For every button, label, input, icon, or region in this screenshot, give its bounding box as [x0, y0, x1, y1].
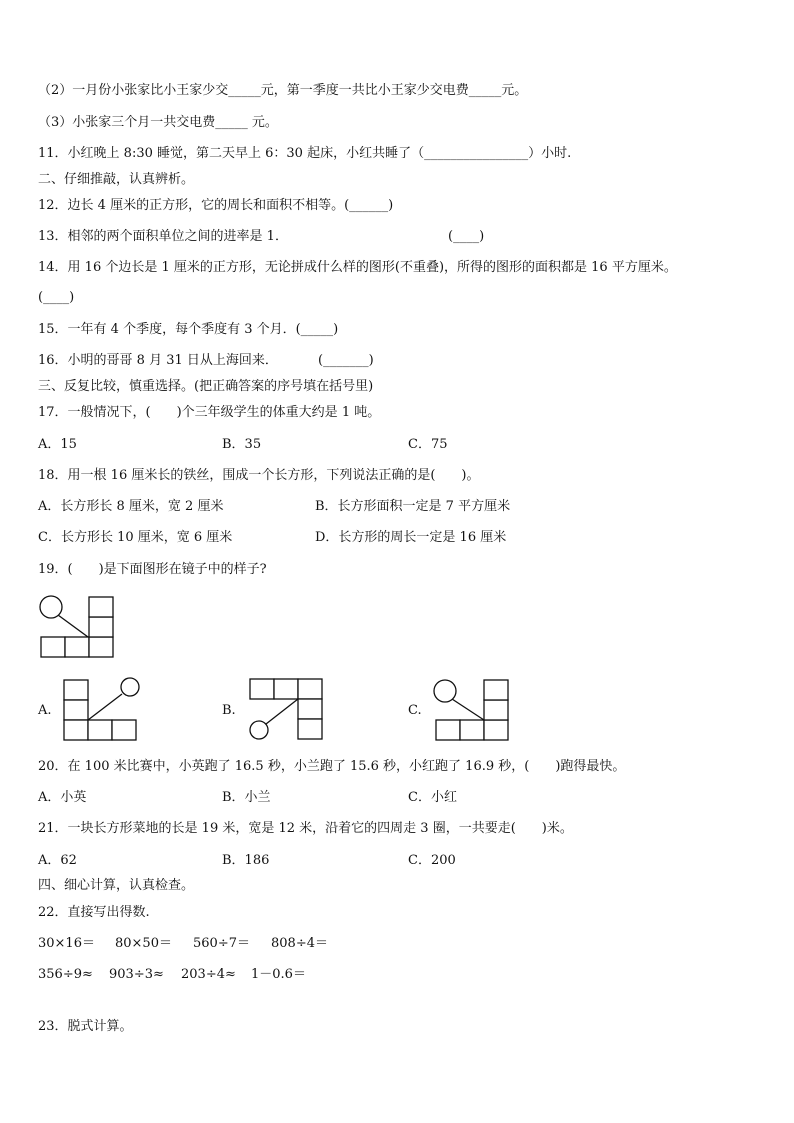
question-22: 22．直接写出得数. [38, 905, 150, 920]
section-3-heading: 三、反复比较，慎重选择。(把正确答案的序号填在括号里) [38, 379, 374, 394]
q20-option-a: A．小英 [38, 790, 87, 805]
q10-part3: （3）小张家三个月一共交电费_____ 元。 [38, 115, 278, 130]
calc-item: 356÷9≈ [38, 967, 93, 982]
question-16: 16．小明的哥哥 8 月 31 日从上海回来． [38, 353, 278, 368]
question-14: 14．用 16 个边长是 1 厘米的正方形，无论拼成什么样的图形(不重叠)，所得的图形的面积都是 16 平方厘米。 [38, 260, 677, 275]
q17-option-a: A．15 [38, 437, 77, 452]
q19-option-a-figure [62, 676, 152, 746]
q21-option-a: A．62 [38, 853, 77, 868]
question-20: 20．在 100 米比赛中，小英跑了 16.5 秒，小兰跑了 15.6 秒，小红跑了 16.9 秒，( )跑得最快。 [38, 759, 626, 774]
q21-option-b: B．186 [222, 853, 270, 868]
question-11: 11．小红晚上 8:30 睡觉，第二天早上 6：30 起床，小红共睡了（________________）小时. [38, 146, 572, 161]
q18-option-c: C．长方形长 10 厘米，宽 6 厘米 [38, 530, 233, 545]
question-19: 19．( )是下面图形在镜子中的样子? [38, 562, 267, 577]
question-21: 21．一块长方形菜地的长是 19 米，宽是 12 米，沿着它的四周走 3 圈，一共要走( )米。 [38, 821, 573, 836]
q20-option-c: C．小红 [408, 790, 457, 805]
calc-item: 1－0.6＝ [251, 967, 306, 982]
q18-option-a: A．长方形长 8 厘米，宽 2 厘米 [38, 499, 224, 514]
section-4-heading: 四、细心计算，认真检查。 [38, 878, 195, 893]
calc-item: 30×16＝ [38, 936, 95, 951]
calc-item: 903÷3≈ [109, 967, 164, 982]
q14-answer-blank: (____) [38, 290, 75, 305]
q19-option-b-figure [248, 676, 338, 746]
q20-option-b: B．小兰 [222, 790, 271, 805]
question-23: 23．脱式计算。 [38, 1019, 133, 1034]
question-12: 12．边长 4 厘米的正方形，它的周长和面积不相等。(______) [38, 198, 394, 213]
q19-original-figure [38, 593, 128, 663]
question-15: 15．一年有 4 个季度，每个季度有 3 个月．(_____) [38, 322, 339, 337]
q19-option-a-label: A. [38, 703, 52, 718]
q17-option-c: C．75 [408, 437, 448, 452]
question-18: 18．用一根 16 厘米长的铁丝，围成一个长方形，下列说法正确的是( )。 [38, 468, 480, 483]
calc-item: 80×50＝ [115, 936, 172, 951]
calc-item: 203÷4≈ [181, 967, 236, 982]
q10-part2: （2）一月份小张家比小王家少交_____元，第一季度一共比小王家少交电费_____元。 [38, 83, 528, 98]
q19-option-c-label: C. [408, 703, 422, 718]
question-13: 13．相邻的两个面积单位之间的进率是 1． [38, 229, 288, 244]
q19-option-c-figure [432, 676, 522, 746]
q19-option-b-label: B. [222, 703, 236, 718]
q21-option-c: C．200 [408, 853, 456, 868]
q16-answer-blank: (_______) [318, 353, 374, 368]
q18-option-d: D．长方形的周长一定是 16 厘米 [315, 530, 507, 545]
q13-answer-blank: (____) [448, 229, 485, 244]
question-17: 17．一般情况下，( )个三年级学生的体重大约是 1 吨。 [38, 405, 381, 420]
section-2-heading: 二、仔细推敲，认真辨析。 [38, 172, 195, 187]
calc-item: 560÷7＝ [193, 936, 250, 951]
calc-item: 808÷4＝ [271, 936, 328, 951]
q17-option-b: B．35 [222, 437, 262, 452]
q18-option-b: B．长方形面积一定是 7 平方厘米 [315, 499, 511, 514]
